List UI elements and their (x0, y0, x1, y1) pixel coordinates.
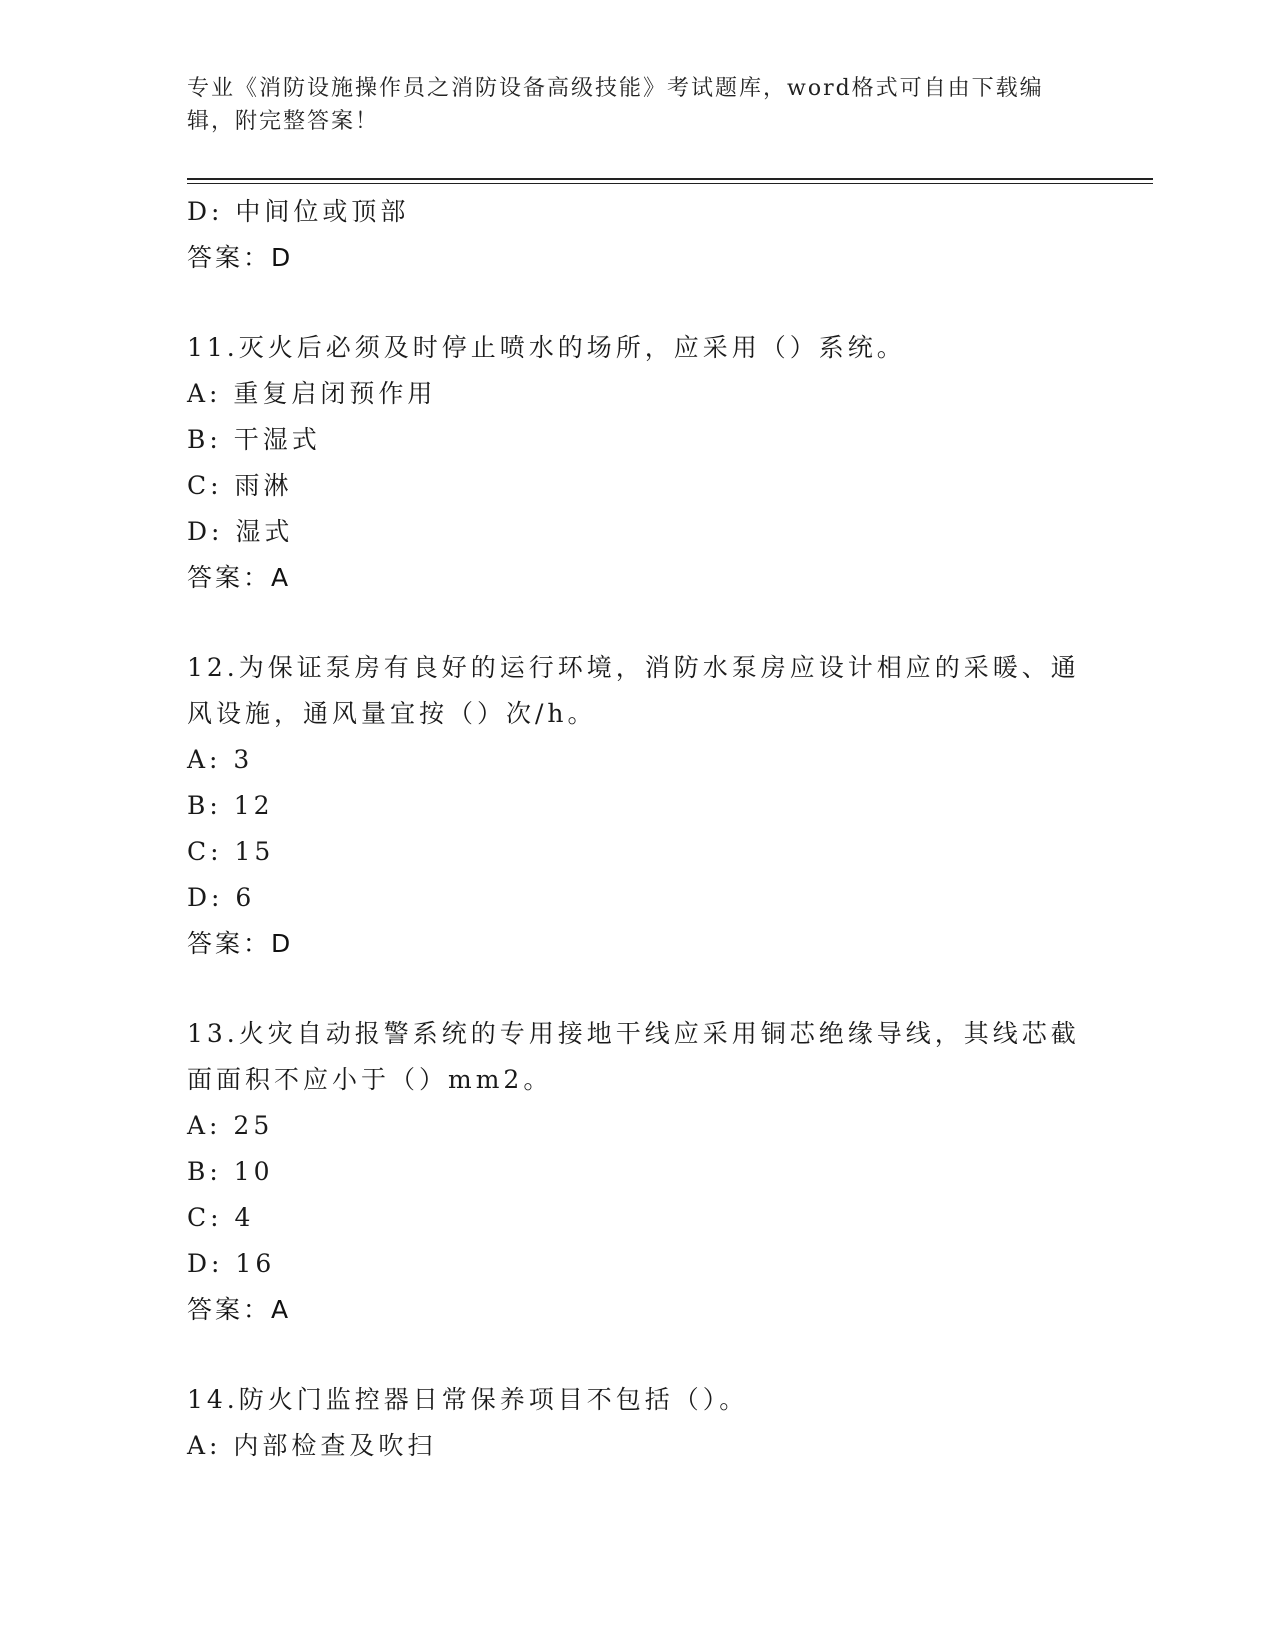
option-d: D: 湿式 (187, 517, 294, 546)
option-d: D: 中间位或顶部 (187, 197, 410, 226)
option-a: A: 25 (187, 1111, 274, 1140)
question-14 (187, 1377, 1087, 1469)
question-10-tail (187, 189, 1087, 281)
question-stem-line-1: 13.火灾自动报警系统的专用接地干线应采用铜芯绝缘导线，其线芯截 (187, 1019, 1080, 1048)
option-c: C: 雨淋 (187, 471, 293, 500)
header-line-2: 辑，附完整答案！ (187, 109, 380, 134)
header-rule-thin (187, 183, 1153, 184)
option-b: B: 10 (187, 1157, 274, 1186)
option-d: D: 6 (187, 883, 256, 912)
answer-line: 答案：A (187, 563, 292, 592)
question-stem-line-1: 12.为保证泵房有良好的运行环境，消防水泵房应设计相应的采暖、通 (187, 653, 1080, 682)
question-stem: 11.灭火后必须及时停止喷水的场所，应采用（）系统。 (187, 333, 906, 362)
question-stem: 14.防火门监控器日常保养项目不包括（）。 (187, 1385, 749, 1414)
header-rule-thick (187, 178, 1153, 180)
option-a: A: 3 (187, 745, 254, 774)
answer-line: 答案：D (187, 929, 294, 958)
answer-line: 答案：D (187, 243, 294, 272)
option-a: A: 重复启闭预作用 (187, 379, 437, 408)
option-b: B: 干湿式 (187, 425, 321, 454)
question-gap (187, 601, 1087, 645)
option-b: B: 12 (187, 791, 274, 820)
question-12 (187, 645, 1087, 967)
option-a: A: 内部检查及吹扫 (187, 1431, 437, 1460)
page-header (187, 72, 1067, 138)
question-gap (187, 967, 1087, 1011)
question-11 (187, 325, 1087, 601)
option-c: C: 15 (187, 837, 275, 866)
option-c: C: 4 (187, 1203, 255, 1232)
answer-line: 答案：A (187, 1295, 292, 1324)
option-d: D: 16 (187, 1249, 276, 1278)
question-stem-line-2: 面面积不应小于（）mm2。 (187, 1065, 553, 1094)
question-content (187, 189, 1087, 1469)
header-line-1: 专业《消防设施操作员之消防设备高级技能》考试题库，word格式可自由下载编 (187, 76, 1044, 101)
question-13 (187, 1011, 1087, 1333)
question-gap (187, 281, 1087, 325)
question-gap (187, 1333, 1087, 1377)
question-stem-line-2: 风设施，通风量宜按（）次/h。 (187, 699, 597, 728)
